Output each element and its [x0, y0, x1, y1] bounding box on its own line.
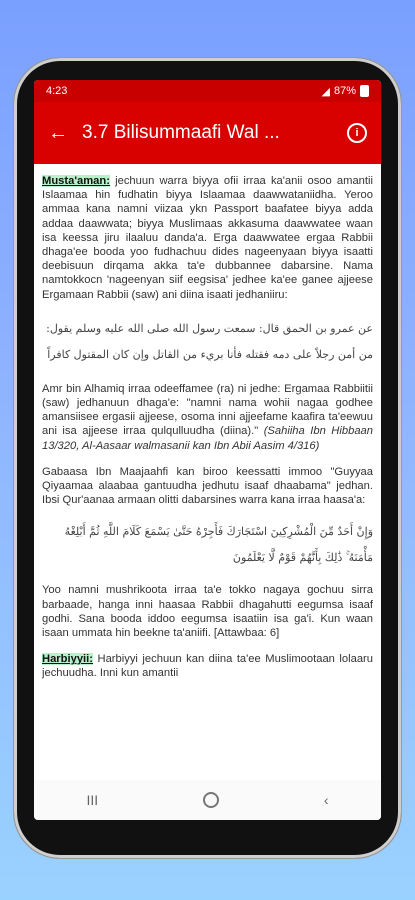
paragraph-gabaasa: Gabaasa Ibn Maajaahfi kan biroo keessatti immoo "Guyyaa Qiyaamaa alaabaa gantuudha jedhutu isaaf dhaabama" jedhan. Ibsi Qur'aanaa armaan olitti dabarsines warra kana irraa haasa'a: [42, 465, 373, 507]
system-nav-bar [34, 780, 381, 820]
paragraph-mustaaman [42, 174, 373, 302]
paragraph-verse-translation: Yoo namni mushrikoota irraa ta'e tokko nagaya gochuu sirra barbaade, hanga inni haasaa Rabbii dhagahutti eegumsa isaaf godhi. Sana booda iddoo eegumsa isaatiin isa ga'i. Kun waan isaan ummata hin beekne ta'aniifi. [Attawbaa: 6] [42, 584, 373, 640]
app-screen [34, 80, 381, 820]
term-harbiyyi: Harbiyyii: [42, 653, 93, 666]
status-time: 4:23 [46, 85, 68, 97]
status-bar [34, 80, 381, 102]
arabic-hadith: عن عمرو بن الحمق قال: سمعت رسول الله صلى الله عليه وسلم يقول: من أمن رجلاً على دمه فقتله فأنا بريء من القاتل وإن كان المقتول كافراً [46, 321, 373, 361]
article-content[interactable] [42, 164, 373, 780]
page-title: 3.7 Bilisummaafi Wal ... [82, 122, 280, 143]
paragraph-translation [42, 382, 373, 453]
battery-percent: 87% [333, 85, 356, 97]
back-button[interactable]: ‹ [323, 792, 329, 808]
term-mustaaman: Musta'aman: [42, 175, 110, 187]
recents-button[interactable]: III [86, 792, 99, 808]
info-icon[interactable]: i [347, 123, 367, 143]
paragraph-text: jechuun warra biyya ofii irraa ka'anii osoo amantii Islaamaa hin fudhatin biyya Islaamaa daawwataniidha. Yeroo ammaa kana namni viizaa ykn Passport baafatee biyya adda addaa daawwata; biyya Muslimaas akkasuma daawwatee waan isa keessa jiru ilaaluu danda'a. Erga daawwatee ergaa Rabbii dhaga'ee booda yoo fudhachuu dides nageenyaan biyya isaatti deebisuun dirqama akka ta'e dubbannee dabarsine. Nama namtokkocn 'nageenyan siif eegsisa' jedhee ka'ee ganee ajjeese Ergamaan Rabbii (saw) ani diina isaati jedhaniiru: [42, 175, 373, 301]
app-toolbar [34, 102, 381, 164]
status-indicators [322, 85, 370, 98]
paragraph-text: Amr bin Alhamiq irraa odeeffamee (ra) ni jedhe: Ergamaa Rabbiitii (saw) jedhanuun dhaga'e: "namni nama wohii nagaa godhee amansiisee ergasii ajjeese, osoma inni ajjeefame kaafira ta'eewuu ani isa ajjeese irraa qulqulluudha (diina)." [42, 382, 373, 438]
arrow-left-icon[interactable]: ← [48, 121, 68, 144]
arabic-quran-verse: وَإِنْ أَحَدٌ مِّنَ الْمُشْرِكِينَ اسْتَجَارَكَ فَأَجِرْهُ حَتَّىٰ يَسْمَعَ كَلَامَ اللَّهِ ثُمَّ أَبْلِغْهُ مَأْمَنَهُ ۚ ذَٰلِكَ بِأَنَّهُمْ قَوْمٌ لَّا يَعْلَمُونَ [64, 525, 373, 565]
battery-icon [360, 85, 369, 97]
paragraph-text: Harbiyyi jechuun kan diina ta'ee Muslimootaan lolaaru jechuudha. Inni kun amantii [42, 653, 373, 680]
phone-frame [14, 58, 401, 858]
home-button[interactable] [203, 792, 219, 808]
signal-icon: ◢ [321, 85, 330, 98]
paragraph-harbiyyi [42, 652, 373, 680]
hadith-citation: (Sahiiha Ibn Hibbaan 13/320, Al-Aasaar walmasanii kan Ibn Abii Aasim 4/316) [42, 425, 373, 452]
